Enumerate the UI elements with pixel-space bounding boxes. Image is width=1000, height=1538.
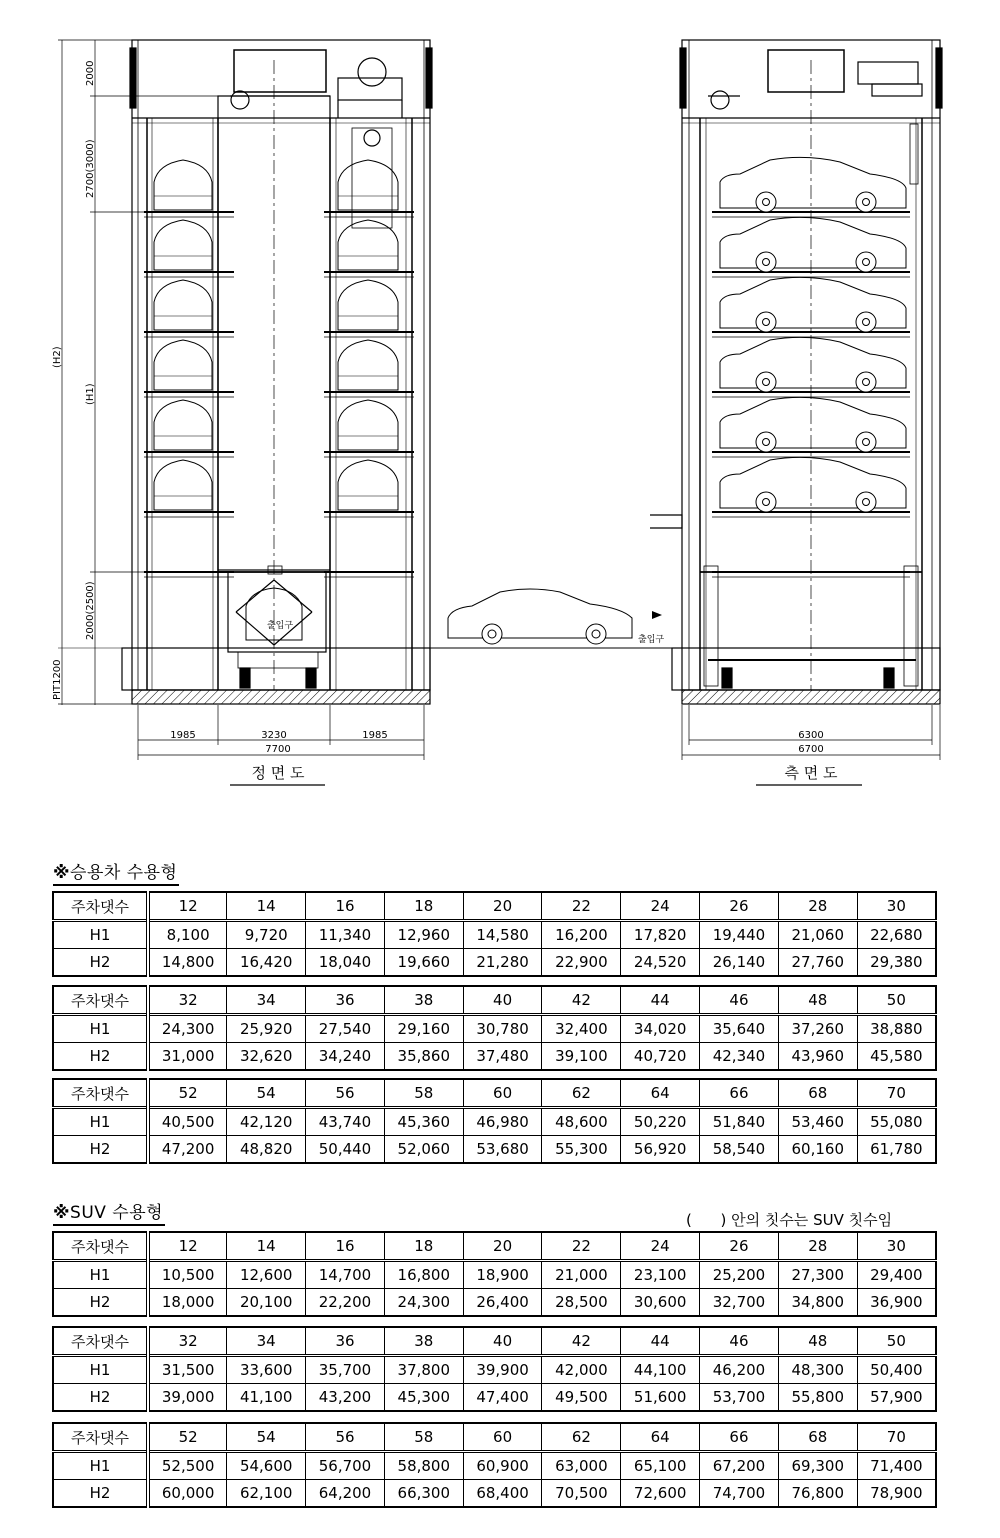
row-label-cell: H1 [53,1015,148,1043]
value-cell: 24,300 [384,1289,463,1317]
row-label-cell: H2 [53,1384,148,1412]
count-cell: 14 [227,892,306,921]
table-row [53,1452,936,1480]
row-label-cell: H2 [53,1136,148,1164]
count-cell: 26 [700,892,779,921]
value-cell: 45,360 [384,1108,463,1136]
value-cell: 68,400 [463,1480,542,1508]
count-cell: 54 [227,1423,306,1452]
count-cell: 14 [227,1232,306,1261]
value-cell: 45,580 [857,1043,936,1071]
car-wheel [756,312,776,332]
side-caption: 측 면 도 [784,764,838,782]
car-wheel [856,492,876,512]
value-cell: 72,600 [621,1480,700,1508]
count-cell: 48 [778,1327,857,1356]
value-cell: 71,400 [857,1452,936,1480]
value-cell: 50,220 [621,1108,700,1136]
count-cell: 40 [463,1327,542,1356]
value-cell: 38,880 [857,1015,936,1043]
value-cell: 43,200 [306,1384,385,1412]
count-cell: 36 [306,986,385,1015]
count-cell: 38 [384,986,463,1015]
row-label-cell: H2 [53,949,148,977]
value-cell: 22,200 [306,1289,385,1317]
car-wheel [756,372,776,392]
count-cell: 28 [778,892,857,921]
front-entrance-label: 출입구 [266,621,294,631]
value-cell: 53,700 [700,1384,779,1412]
value-cell: 34,240 [306,1043,385,1071]
count-cell: 36 [306,1327,385,1356]
table-row [53,1480,936,1508]
value-cell: 12,600 [227,1261,306,1289]
dim-front-right: 1985 [362,730,388,741]
car-wheel [856,192,876,212]
spec-table [52,891,937,977]
value-cell: 76,800 [778,1480,857,1508]
spec-table [52,1078,937,1164]
value-cell: 8,100 [148,921,227,949]
parked-car-side [720,157,906,208]
value-cell: 17,820 [621,921,700,949]
value-cell: 49,500 [542,1384,621,1412]
header-label-cell: 주차댓수 [53,1079,148,1108]
value-cell: 55,800 [778,1384,857,1412]
header-label-cell: 주차댓수 [53,892,148,921]
car-wheel [756,192,776,212]
count-cell: 40 [463,986,542,1015]
value-cell: 78,900 [857,1480,936,1508]
value-cell: 61,780 [857,1136,936,1164]
count-cell: 12 [148,892,227,921]
value-cell: 27,300 [778,1261,857,1289]
car-wheel [856,372,876,392]
header-label-cell: 주차댓수 [53,1232,148,1261]
value-cell: 18,040 [306,949,385,977]
value-cell: 9,720 [227,921,306,949]
parked-car-side [720,277,906,328]
dim-front-center: 3230 [261,730,287,741]
row-label-cell: H1 [53,921,148,949]
value-cell: 51,600 [621,1384,700,1412]
value-cell: 42,120 [227,1108,306,1136]
parked-car-front [154,160,212,210]
value-cell: 32,700 [700,1289,779,1317]
value-cell: 56,920 [621,1136,700,1164]
value-cell: 14,700 [306,1261,385,1289]
row-label-cell: H1 [53,1108,148,1136]
parked-car-side [720,457,906,508]
suv-section-title: ※SUV 수용형 [53,1198,165,1226]
value-cell: 33,600 [227,1356,306,1384]
table-row [53,1261,936,1289]
value-cell: 53,680 [463,1136,542,1164]
value-cell: 48,820 [227,1136,306,1164]
header-label-cell: 주차댓수 [53,1423,148,1452]
count-cell: 24 [621,892,700,921]
count-cell: 46 [700,986,779,1015]
value-cell: 30,600 [621,1289,700,1317]
value-cell: 21,060 [778,921,857,949]
count-cell: 16 [306,892,385,921]
value-cell: 36,900 [857,1289,936,1317]
value-cell: 53,460 [778,1108,857,1136]
value-cell: 50,440 [306,1136,385,1164]
value-cell: 47,200 [148,1136,227,1164]
header-label-cell: 주차댓수 [53,1327,148,1356]
parked-car-front [154,400,212,450]
value-cell: 41,100 [227,1384,306,1412]
value-cell: 45,300 [384,1384,463,1412]
value-cell: 55,300 [542,1136,621,1164]
count-cell: 16 [306,1232,385,1261]
table-header-row [53,986,936,1015]
value-cell: 39,100 [542,1043,621,1071]
dim-2000-2500: 2000(2500) [85,581,96,640]
count-cell: 42 [542,986,621,1015]
dim-h1: (H1) [85,383,96,405]
value-cell: 44,100 [621,1356,700,1384]
value-cell: 29,160 [384,1015,463,1043]
table-header-row [53,1232,936,1261]
count-cell: 34 [227,1327,306,1356]
value-cell: 18,000 [148,1289,227,1317]
value-cell: 26,140 [700,949,779,977]
value-cell: 60,160 [778,1136,857,1164]
table-header-row [53,1327,936,1356]
count-cell: 22 [542,1232,621,1261]
value-cell: 37,800 [384,1356,463,1384]
front-rack-levels [144,160,414,640]
count-cell: 56 [306,1423,385,1452]
count-cell: 56 [306,1079,385,1108]
value-cell: 34,020 [621,1015,700,1043]
count-cell: 66 [700,1423,779,1452]
value-cell: 32,620 [227,1043,306,1071]
count-cell: 24 [621,1232,700,1261]
parked-car-front [154,280,212,330]
table-row [53,949,936,977]
parked-car-side [720,337,906,388]
count-cell: 58 [384,1423,463,1452]
value-cell: 23,100 [621,1261,700,1289]
value-cell: 16,800 [384,1261,463,1289]
parked-car-front [338,220,398,270]
count-cell: 66 [700,1079,779,1108]
table-row [53,1015,936,1043]
table-row [53,1289,936,1317]
value-cell: 54,600 [227,1452,306,1480]
car-wheel [856,432,876,452]
value-cell: 39,900 [463,1356,542,1384]
count-cell: 28 [778,1232,857,1261]
count-cell: 18 [384,892,463,921]
count-cell: 22 [542,892,621,921]
car-wheel [756,492,776,512]
dim-top-2000: 2000 [85,60,96,86]
count-cell: 50 [857,986,936,1015]
dim-pit: PIT1200 [52,659,63,700]
value-cell: 50,400 [857,1356,936,1384]
spec-table [52,1326,937,1412]
count-cell: 44 [621,1327,700,1356]
value-cell: 43,740 [306,1108,385,1136]
value-cell: 25,200 [700,1261,779,1289]
value-cell: 51,840 [700,1108,779,1136]
row-label-cell: H1 [53,1452,148,1480]
row-label-cell: H1 [53,1356,148,1384]
car-wheel [756,432,776,452]
dim-side-inner: 6300 [798,730,824,741]
value-cell: 22,900 [542,949,621,977]
value-cell: 12,960 [384,921,463,949]
table-row [53,1384,936,1412]
value-cell: 47,400 [463,1384,542,1412]
dim-top-2700: 2700(3000) [85,139,96,198]
value-cell: 16,200 [542,921,621,949]
value-cell: 19,660 [384,949,463,977]
value-cell: 57,900 [857,1384,936,1412]
parked-car-front [154,220,212,270]
count-cell: 60 [463,1079,542,1108]
value-cell: 46,200 [700,1356,779,1384]
value-cell: 24,300 [148,1015,227,1043]
table-header-row [53,892,936,921]
count-cell: 20 [463,892,542,921]
table-header-row [53,1079,936,1108]
dim-h2: (H2) [52,346,63,368]
value-cell: 37,480 [463,1043,542,1071]
count-cell: 18 [384,1232,463,1261]
value-cell: 32,400 [542,1015,621,1043]
header-label-cell: 주차댓수 [53,986,148,1015]
car-wheel [856,312,876,332]
value-cell: 64,200 [306,1480,385,1508]
count-cell: 60 [463,1423,542,1452]
count-cell: 44 [621,986,700,1015]
parked-car-front [338,460,398,510]
parked-car-front [338,340,398,390]
value-cell: 42,340 [700,1043,779,1071]
count-cell: 68 [778,1423,857,1452]
value-cell: 48,300 [778,1356,857,1384]
count-cell: 20 [463,1232,542,1261]
row-label-cell: H2 [53,1043,148,1071]
spec-table [52,1422,937,1508]
sedan-section-title: ※승용차 수용형 [53,858,179,886]
count-cell: 52 [148,1423,227,1452]
count-cell: 46 [700,1327,779,1356]
spec-table [52,1231,937,1317]
value-cell: 31,500 [148,1356,227,1384]
front-elevation [58,40,432,704]
count-cell: 12 [148,1232,227,1261]
spec-table [52,985,937,1071]
value-cell: 52,500 [148,1452,227,1480]
value-cell: 31,000 [148,1043,227,1071]
side-entrance-label: 출입구 [638,635,665,645]
value-cell: 11,340 [306,921,385,949]
row-label-cell: H2 [53,1289,148,1317]
value-cell: 67,200 [700,1452,779,1480]
value-cell: 43,960 [778,1043,857,1071]
row-label-cell: H1 [53,1261,148,1289]
car-wheel [756,252,776,272]
parked-car-side [720,397,906,448]
count-cell: 48 [778,986,857,1015]
value-cell: 63,000 [542,1452,621,1480]
value-cell: 24,520 [621,949,700,977]
table-header-row [53,1423,936,1452]
parked-car-front [338,400,398,450]
count-cell: 30 [857,1232,936,1261]
value-cell: 26,400 [463,1289,542,1317]
car-wheel [856,252,876,272]
parked-car-front [154,460,212,510]
count-cell: 38 [384,1327,463,1356]
parked-car-front [338,280,398,330]
value-cell: 19,440 [700,921,779,949]
approaching-car [448,589,632,644]
value-cell: 21,280 [463,949,542,977]
value-cell: 29,400 [857,1261,936,1289]
value-cell: 39,000 [148,1384,227,1412]
count-cell: 32 [148,1327,227,1356]
value-cell: 34,800 [778,1289,857,1317]
count-cell: 32 [148,986,227,1015]
count-cell: 50 [857,1327,936,1356]
value-cell: 20,100 [227,1289,306,1317]
value-cell: 42,000 [542,1356,621,1384]
value-cell: 58,540 [700,1136,779,1164]
value-cell: 28,500 [542,1289,621,1317]
count-cell: 70 [857,1079,936,1108]
value-cell: 27,760 [778,949,857,977]
parked-car-front [338,160,398,210]
value-cell: 27,540 [306,1015,385,1043]
value-cell: 46,980 [463,1108,542,1136]
value-cell: 40,500 [148,1108,227,1136]
value-cell: 74,700 [700,1480,779,1508]
value-cell: 62,100 [227,1480,306,1508]
value-cell: 21,000 [542,1261,621,1289]
count-cell: 30 [857,892,936,921]
value-cell: 60,000 [148,1480,227,1508]
value-cell: 70,500 [542,1480,621,1508]
value-cell: 29,380 [857,949,936,977]
dim-side-total: 6700 [798,744,824,755]
table-row [53,1043,936,1071]
value-cell: 10,500 [148,1261,227,1289]
parked-car-front [154,340,212,390]
parked-car-side [720,217,906,268]
count-cell: 70 [857,1423,936,1452]
count-cell: 52 [148,1079,227,1108]
count-cell: 58 [384,1079,463,1108]
count-cell: 42 [542,1327,621,1356]
dim-front-total: 7700 [265,744,291,755]
value-cell: 37,260 [778,1015,857,1043]
value-cell: 14,800 [148,949,227,977]
count-cell: 62 [542,1423,621,1452]
table-row [53,921,936,949]
count-cell: 62 [542,1079,621,1108]
value-cell: 58,800 [384,1452,463,1480]
front-caption: 정 면 도 [251,764,305,782]
dim-front-left: 1985 [170,730,196,741]
table-row [53,1108,936,1136]
value-cell: 16,420 [227,949,306,977]
value-cell: 18,900 [463,1261,542,1289]
value-cell: 25,920 [227,1015,306,1043]
value-cell: 35,860 [384,1043,463,1071]
value-cell: 35,700 [306,1356,385,1384]
count-cell: 54 [227,1079,306,1108]
suv-dimension-note: ( ) 안의 칫수는 SUV 칫수임 [686,1211,893,1229]
value-cell: 65,100 [621,1452,700,1480]
value-cell: 56,700 [306,1452,385,1480]
value-cell: 66,300 [384,1480,463,1508]
value-cell: 40,720 [621,1043,700,1071]
count-cell: 64 [621,1423,700,1452]
table-row [53,1136,936,1164]
count-cell: 26 [700,1232,779,1261]
value-cell: 52,060 [384,1136,463,1164]
value-cell: 14,580 [463,921,542,949]
value-cell: 60,900 [463,1452,542,1480]
value-cell: 69,300 [778,1452,857,1480]
count-cell: 64 [621,1079,700,1108]
value-cell: 48,600 [542,1108,621,1136]
value-cell: 22,680 [857,921,936,949]
value-cell: 55,080 [857,1108,936,1136]
count-cell: 34 [227,986,306,1015]
table-row [53,1356,936,1384]
value-cell: 30,780 [463,1015,542,1043]
value-cell: 35,640 [700,1015,779,1043]
count-cell: 68 [778,1079,857,1108]
row-label-cell: H2 [53,1480,148,1508]
